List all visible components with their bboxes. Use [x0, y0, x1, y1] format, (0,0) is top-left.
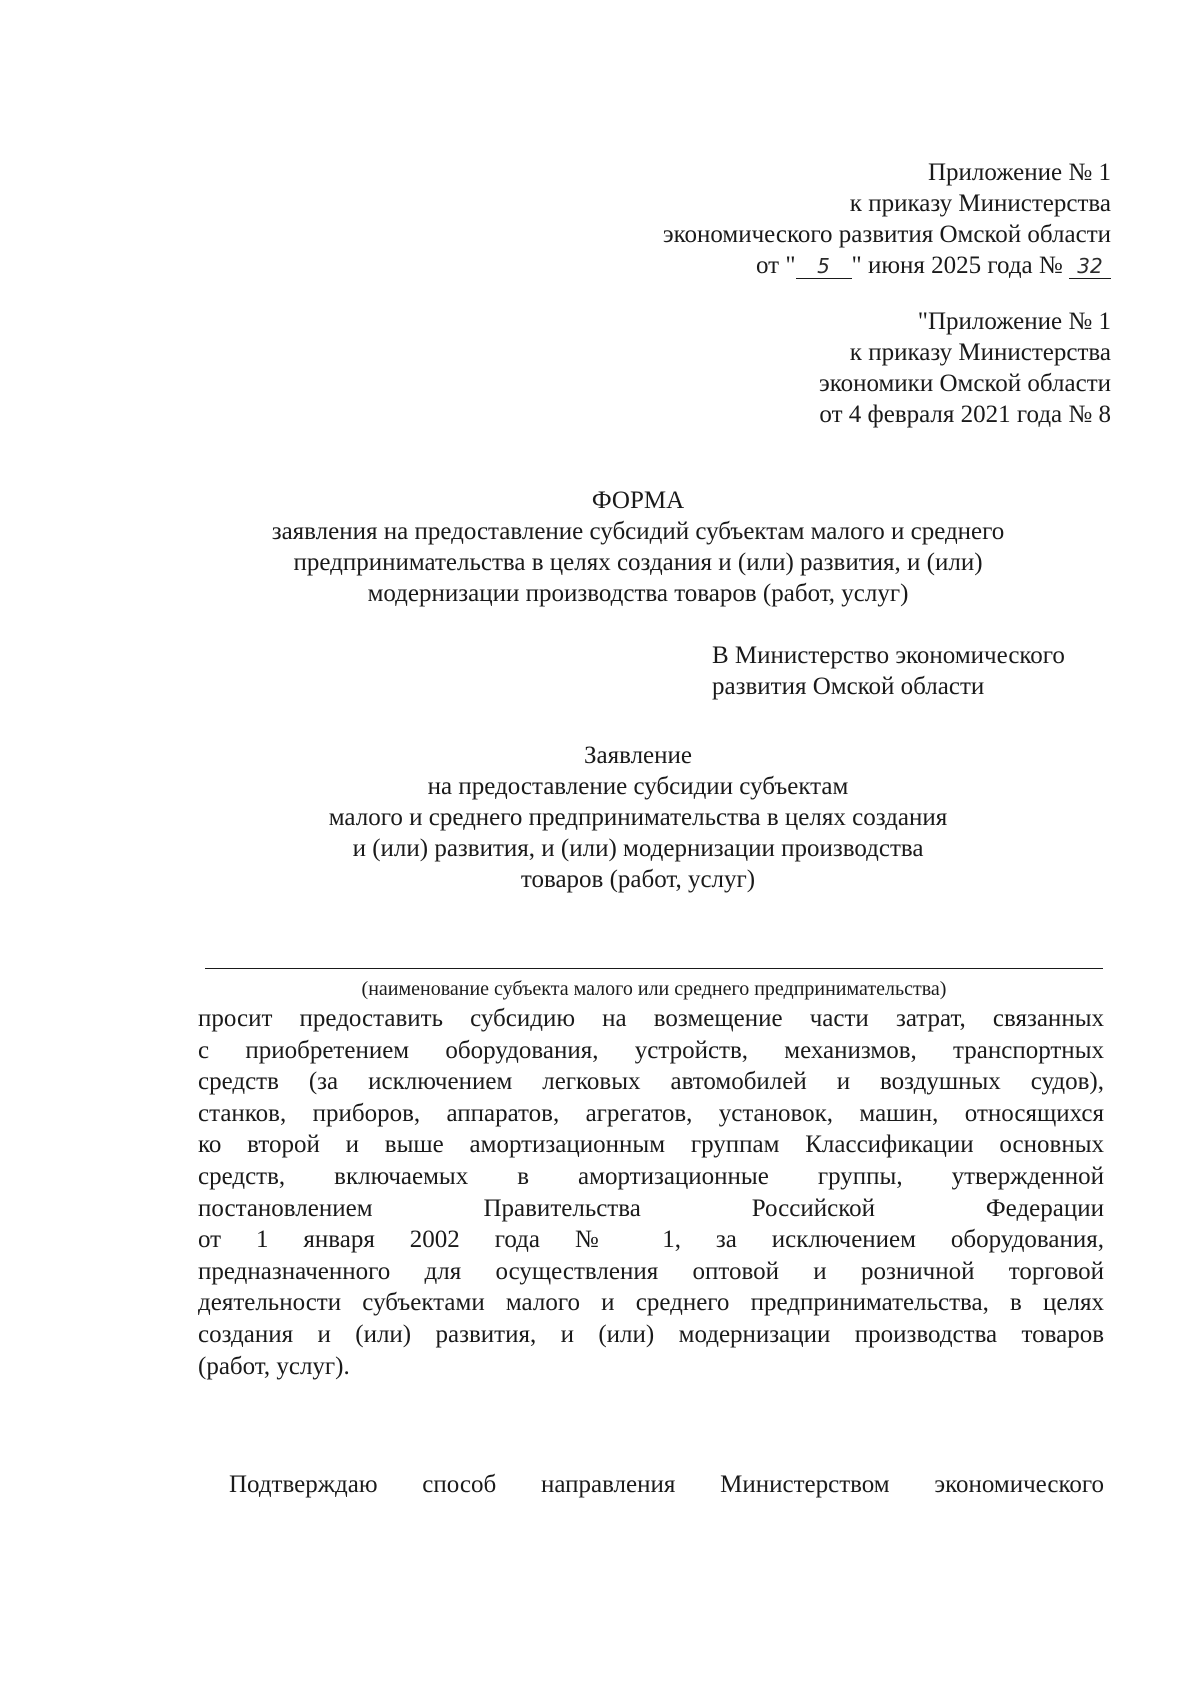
form-heading: ФОРМА — [591, 487, 685, 514]
appendix-original-line2: к приказу Министерства — [849, 339, 1111, 366]
body-line: постановлением Правительства Российской Федерации — [198, 1194, 1104, 1222]
appendix-original-line1: "Приложение № 1 — [917, 308, 1111, 335]
appendix-current-line3: экономического развития Омской области — [662, 221, 1111, 248]
form-title — [188, 485, 1088, 609]
body-line: средств, включаемых в амортизационные группы, утвержденной — [198, 1162, 1104, 1190]
appendix-current-header — [663, 157, 1111, 281]
form-title-line1: заявления на предоставление субсидий субъектам малого и среднего — [271, 518, 1005, 545]
body-line: станков, приборов, аппаратов, агрегатов, установок, машин, относящихся — [198, 1099, 1104, 1127]
application-title-line5: товаров (работ, услуг) — [520, 866, 756, 893]
confirm-paragraph: Подтверждаю способ направления Министерством экономического — [229, 1471, 1104, 1498]
body-line: с приобретением оборудования, устройств, механизмов, транспортных — [198, 1036, 1104, 1064]
form-title-line3: модернизации производства товаров (работ, услуг) — [367, 580, 909, 607]
appendix-original-header — [819, 306, 1111, 430]
appendix-current-line1: Приложение № 1 — [927, 159, 1111, 186]
application-body — [198, 1003, 1104, 1382]
applicant-name-caption: (наименование субъекта малого или среднего предпринимательства) — [361, 978, 947, 1000]
application-title-line1: Заявление — [583, 742, 693, 769]
date-prefix: от " — [755, 252, 796, 279]
body-line: (работ, услуг). — [198, 1352, 350, 1380]
date-middle: " июня 2025 года № — [851, 252, 1069, 279]
body-line: средств (за исключением легковых автомобилей и воздушных судов), — [198, 1068, 1104, 1096]
application-title-line2: на предоставление субсидии субъектам — [427, 773, 849, 800]
applicant-name-line — [205, 968, 1103, 969]
handwritten-order-number: 32 — [1069, 254, 1111, 279]
handwritten-day: 5 — [796, 254, 852, 279]
addressee-line2: развития Омской области — [712, 673, 985, 700]
body-line: ко второй и выше амортизационным группам Классификации основных — [198, 1131, 1104, 1159]
appendix-current-date-line — [663, 250, 1111, 281]
body-line: предназначенного для осуществления оптовой и розничной торговой — [198, 1257, 1104, 1285]
form-title-line2: предпринимательства в целях создания и (или) развития, и (или) — [293, 549, 983, 576]
appendix-original-line3: экономики Омской области — [818, 370, 1111, 397]
appendix-original-line4: от 4 февраля 2021 года № 8 — [819, 401, 1111, 428]
application-title-line3: малого и среднего предпринимательства в целях создания — [328, 804, 948, 831]
body-line: создания и (или) развития, и (или) модернизации производства товаров — [198, 1320, 1104, 1348]
application-title-line4: и (или) развития, и (или) модернизации производства — [352, 835, 924, 862]
body-line: от 1 января 2002 года № 1, за исключением оборудования, — [198, 1226, 1104, 1254]
application-title — [188, 740, 1088, 895]
appendix-current-line2: к приказу Министерства — [849, 190, 1111, 217]
body-line: просит предоставить субсидию на возмещение части затрат, связанных — [198, 1005, 1104, 1032]
body-line: деятельности субъектами малого и среднего предпринимательства, в целях — [198, 1289, 1104, 1317]
addressee — [712, 640, 1065, 702]
addressee-line1: В Министерство экономического — [712, 642, 1065, 669]
